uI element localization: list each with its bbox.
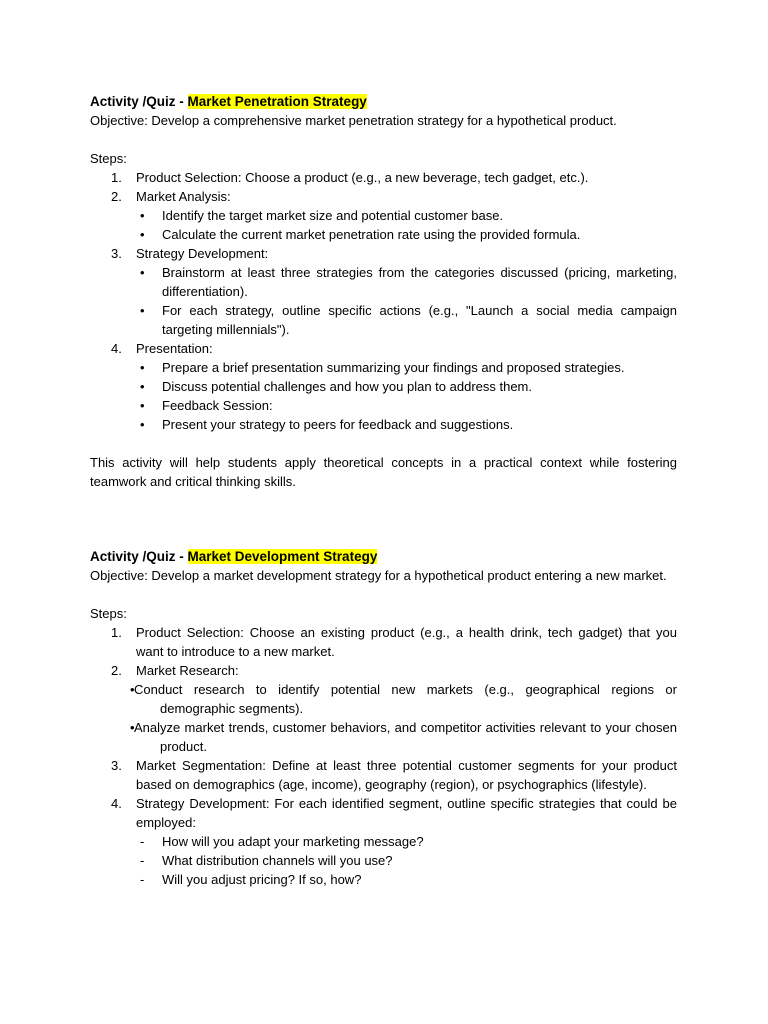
step-number: 4. <box>111 796 122 811</box>
step-text: Presentation: <box>136 341 213 356</box>
step-item <box>90 661 677 756</box>
bullet-icon: • <box>140 227 145 242</box>
step-number: 3. <box>111 246 122 261</box>
section-heading <box>90 92 677 111</box>
step-text: Market Analysis: <box>136 189 231 204</box>
step-item <box>90 244 677 339</box>
dash-item: - Will you adjust pricing? If so, how? <box>140 872 362 887</box>
bullet-icon: • <box>140 303 145 318</box>
dash-icon: - <box>140 853 145 868</box>
bullet-item: • Discuss potential challenges and how you plan to address them. <box>140 379 532 394</box>
heading-highlight: Market Development Strategy <box>187 549 378 564</box>
step-text: Market Segmentation: Define at least three potential customer segments for your product based on demographics (age, income), geography (region), or psychographics (lifestyle). <box>136 758 677 792</box>
objective-text: Objective: Develop a market development strategy for a hypothetical product entering a new market. <box>90 568 667 583</box>
bullet-item: •Analyze market trends, customer behaviors, and competitor activities relevant to your chosen product. <box>130 720 677 754</box>
bullet-icon: • <box>130 720 135 735</box>
step-item <box>90 168 677 187</box>
step-item <box>90 339 677 434</box>
bullet-item: • Identify the target market size and potential customer base. <box>140 208 504 223</box>
dash-item: - What distribution channels will you use? <box>140 853 393 868</box>
dash-icon: - <box>140 834 145 849</box>
steps-list <box>90 623 677 889</box>
sub-bullet-list <box>136 206 677 244</box>
sub-bullet-list <box>136 263 677 339</box>
step-text: Strategy Development: <box>136 246 269 261</box>
steps-label: Steps: <box>90 151 127 166</box>
bullet-icon: • <box>130 682 135 697</box>
step-text: Product Selection: Choose a product (e.g., a new beverage, tech gadget, etc.). <box>136 170 589 185</box>
bullet-item: • Prepare a brief presentation summarizing your findings and proposed strategies. <box>140 360 625 375</box>
step-text: Strategy Development: For each identified segment, outline specific strategies that could be employed: <box>136 796 677 830</box>
step-item <box>90 756 677 794</box>
section-market-development <box>90 547 677 889</box>
step-number: 3. <box>111 758 122 773</box>
dash-list <box>136 832 677 889</box>
step-text: Market Research: <box>136 663 239 678</box>
objective-text: Objective: Develop a comprehensive market penetration strategy for a hypothetical product. <box>90 113 617 128</box>
step-item <box>90 623 677 661</box>
step-number: 4. <box>111 341 122 356</box>
bullet-item: •Conduct research to identify potential new markets (e.g., geographical regions or demographic segments). <box>130 682 677 716</box>
steps-list <box>90 168 677 434</box>
step-number: 2. <box>111 189 122 204</box>
steps-label: Steps: <box>90 606 127 621</box>
step-text: Product Selection: Choose an existing product (e.g., a health drink, tech gadget) that you want to introduce to a new market. <box>136 625 677 659</box>
heading-highlight: Market Penetration Strategy <box>187 94 367 109</box>
dash-item: - How will you adapt your marketing message? <box>140 834 424 849</box>
bullet-icon: • <box>140 265 145 280</box>
bullet-item: • Feedback Session: <box>140 398 273 413</box>
step-item <box>90 187 677 244</box>
step-number: 1. <box>111 625 122 640</box>
bullet-item: • Brainstorm at least three strategies from the categories discussed (pricing, marketing, differentiation). <box>140 265 677 299</box>
section-heading <box>90 547 677 566</box>
step-number: 1. <box>111 170 122 185</box>
heading-prefix: Activity /Quiz - <box>90 94 188 109</box>
section-market-penetration <box>90 92 677 491</box>
bullet-icon: • <box>140 417 145 432</box>
bullet-item: • Present your strategy to peers for feedback and suggestions. <box>140 417 514 432</box>
bullet-icon: • <box>140 208 145 223</box>
heading-prefix: Activity /Quiz - <box>90 549 188 564</box>
sub-bullet-list <box>130 680 677 756</box>
sub-bullet-list <box>136 358 677 434</box>
step-item <box>90 794 677 889</box>
bullet-icon: • <box>140 379 145 394</box>
closing-paragraph: This activity will help students apply theoretical concepts in a practical context while fostering teamwork and critical thinking skills. <box>90 455 677 489</box>
bullet-item: • For each strategy, outline specific actions (e.g., "Launch a social media campaign targeting millennials"). <box>140 303 677 337</box>
bullet-icon: • <box>140 398 145 413</box>
dash-icon: - <box>140 872 145 887</box>
bullet-item: • Calculate the current market penetration rate using the provided formula. <box>140 227 581 242</box>
bullet-icon: • <box>140 360 145 375</box>
step-number: 2. <box>111 663 122 678</box>
